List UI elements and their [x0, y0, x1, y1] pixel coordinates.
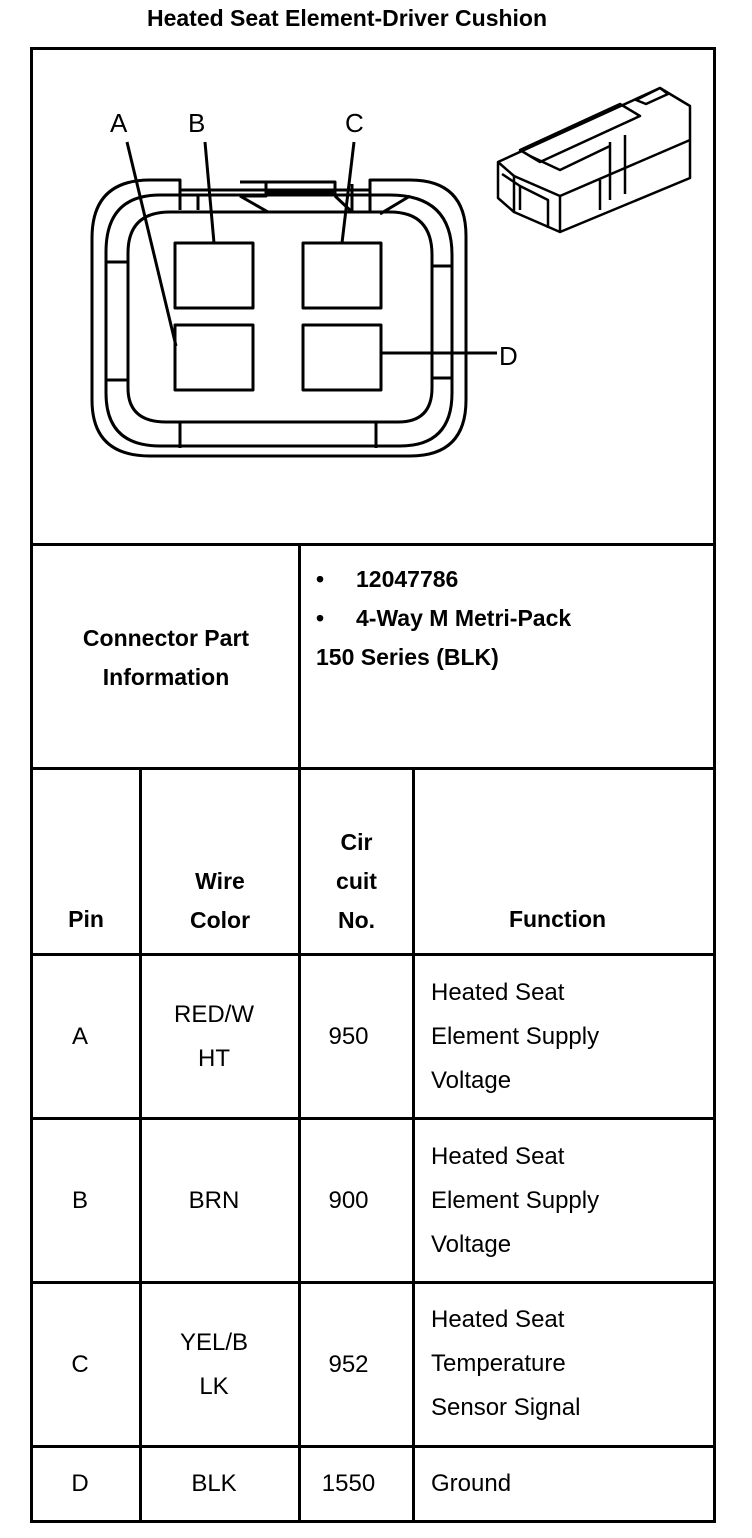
- connector-info-label: Connector Part Information: [82, 625, 250, 690]
- part-number-item: • 12047786: [316, 560, 706, 599]
- table-row-a-pin: A: [71, 1022, 88, 1050]
- table-row-d-function: Ground: [431, 1470, 512, 1497]
- pin-label-a: A: [110, 108, 128, 138]
- connector-type: 4-Way M Metri-Pack: [356, 605, 572, 631]
- table-row-d-color: BLK: [191, 1470, 237, 1497]
- table-row-c-circuit: 952: [328, 1350, 369, 1378]
- pin-label-d: D: [499, 341, 518, 371]
- header-pin: Pin: [68, 906, 104, 932]
- table-row-b-function: Heated Seat Element Supply Voltage: [431, 1143, 600, 1258]
- table-row-c-function: Heated Seat Temperature Sensor Signal: [431, 1306, 581, 1421]
- table-row-b-color: BRN: [188, 1186, 240, 1214]
- pin-label-c: C: [345, 108, 364, 138]
- table-row-b-pin: B: [71, 1186, 88, 1214]
- divider-diagram: [30, 543, 716, 546]
- page-title: Heated Seat Element-Driver Cushion: [146, 5, 548, 31]
- connector-type-item: • 4-Way M Metri-Pack: [316, 599, 706, 638]
- table-row-b-circuit: 900: [328, 1186, 369, 1214]
- header-wire-color: Wire Color: [189, 868, 251, 933]
- connector-series: 150 Series (BLK): [316, 644, 499, 670]
- header-function: Function: [508, 906, 607, 932]
- divider-col-circuit: [412, 767, 415, 1523]
- part-number: 12047786: [356, 566, 459, 592]
- connector-info-value: [316, 560, 706, 677]
- table-row-d-pin: D: [71, 1470, 89, 1497]
- table-row-a-function: Heated Seat Element Supply Voltage: [431, 979, 600, 1094]
- table-row-a-color: RED/W HT: [174, 1000, 254, 1072]
- table-row-a-circuit: 950: [328, 1022, 369, 1050]
- table-row-c-color: YEL/B LK: [179, 1328, 249, 1400]
- table-row-c-pin: C: [71, 1350, 89, 1378]
- header-circuit: Cir cuit No.: [336, 829, 377, 933]
- pin-label-b: B: [188, 108, 206, 138]
- table-row-d-circuit: 1550: [321, 1470, 376, 1497]
- connector-face-diagram: [0, 0, 752, 540]
